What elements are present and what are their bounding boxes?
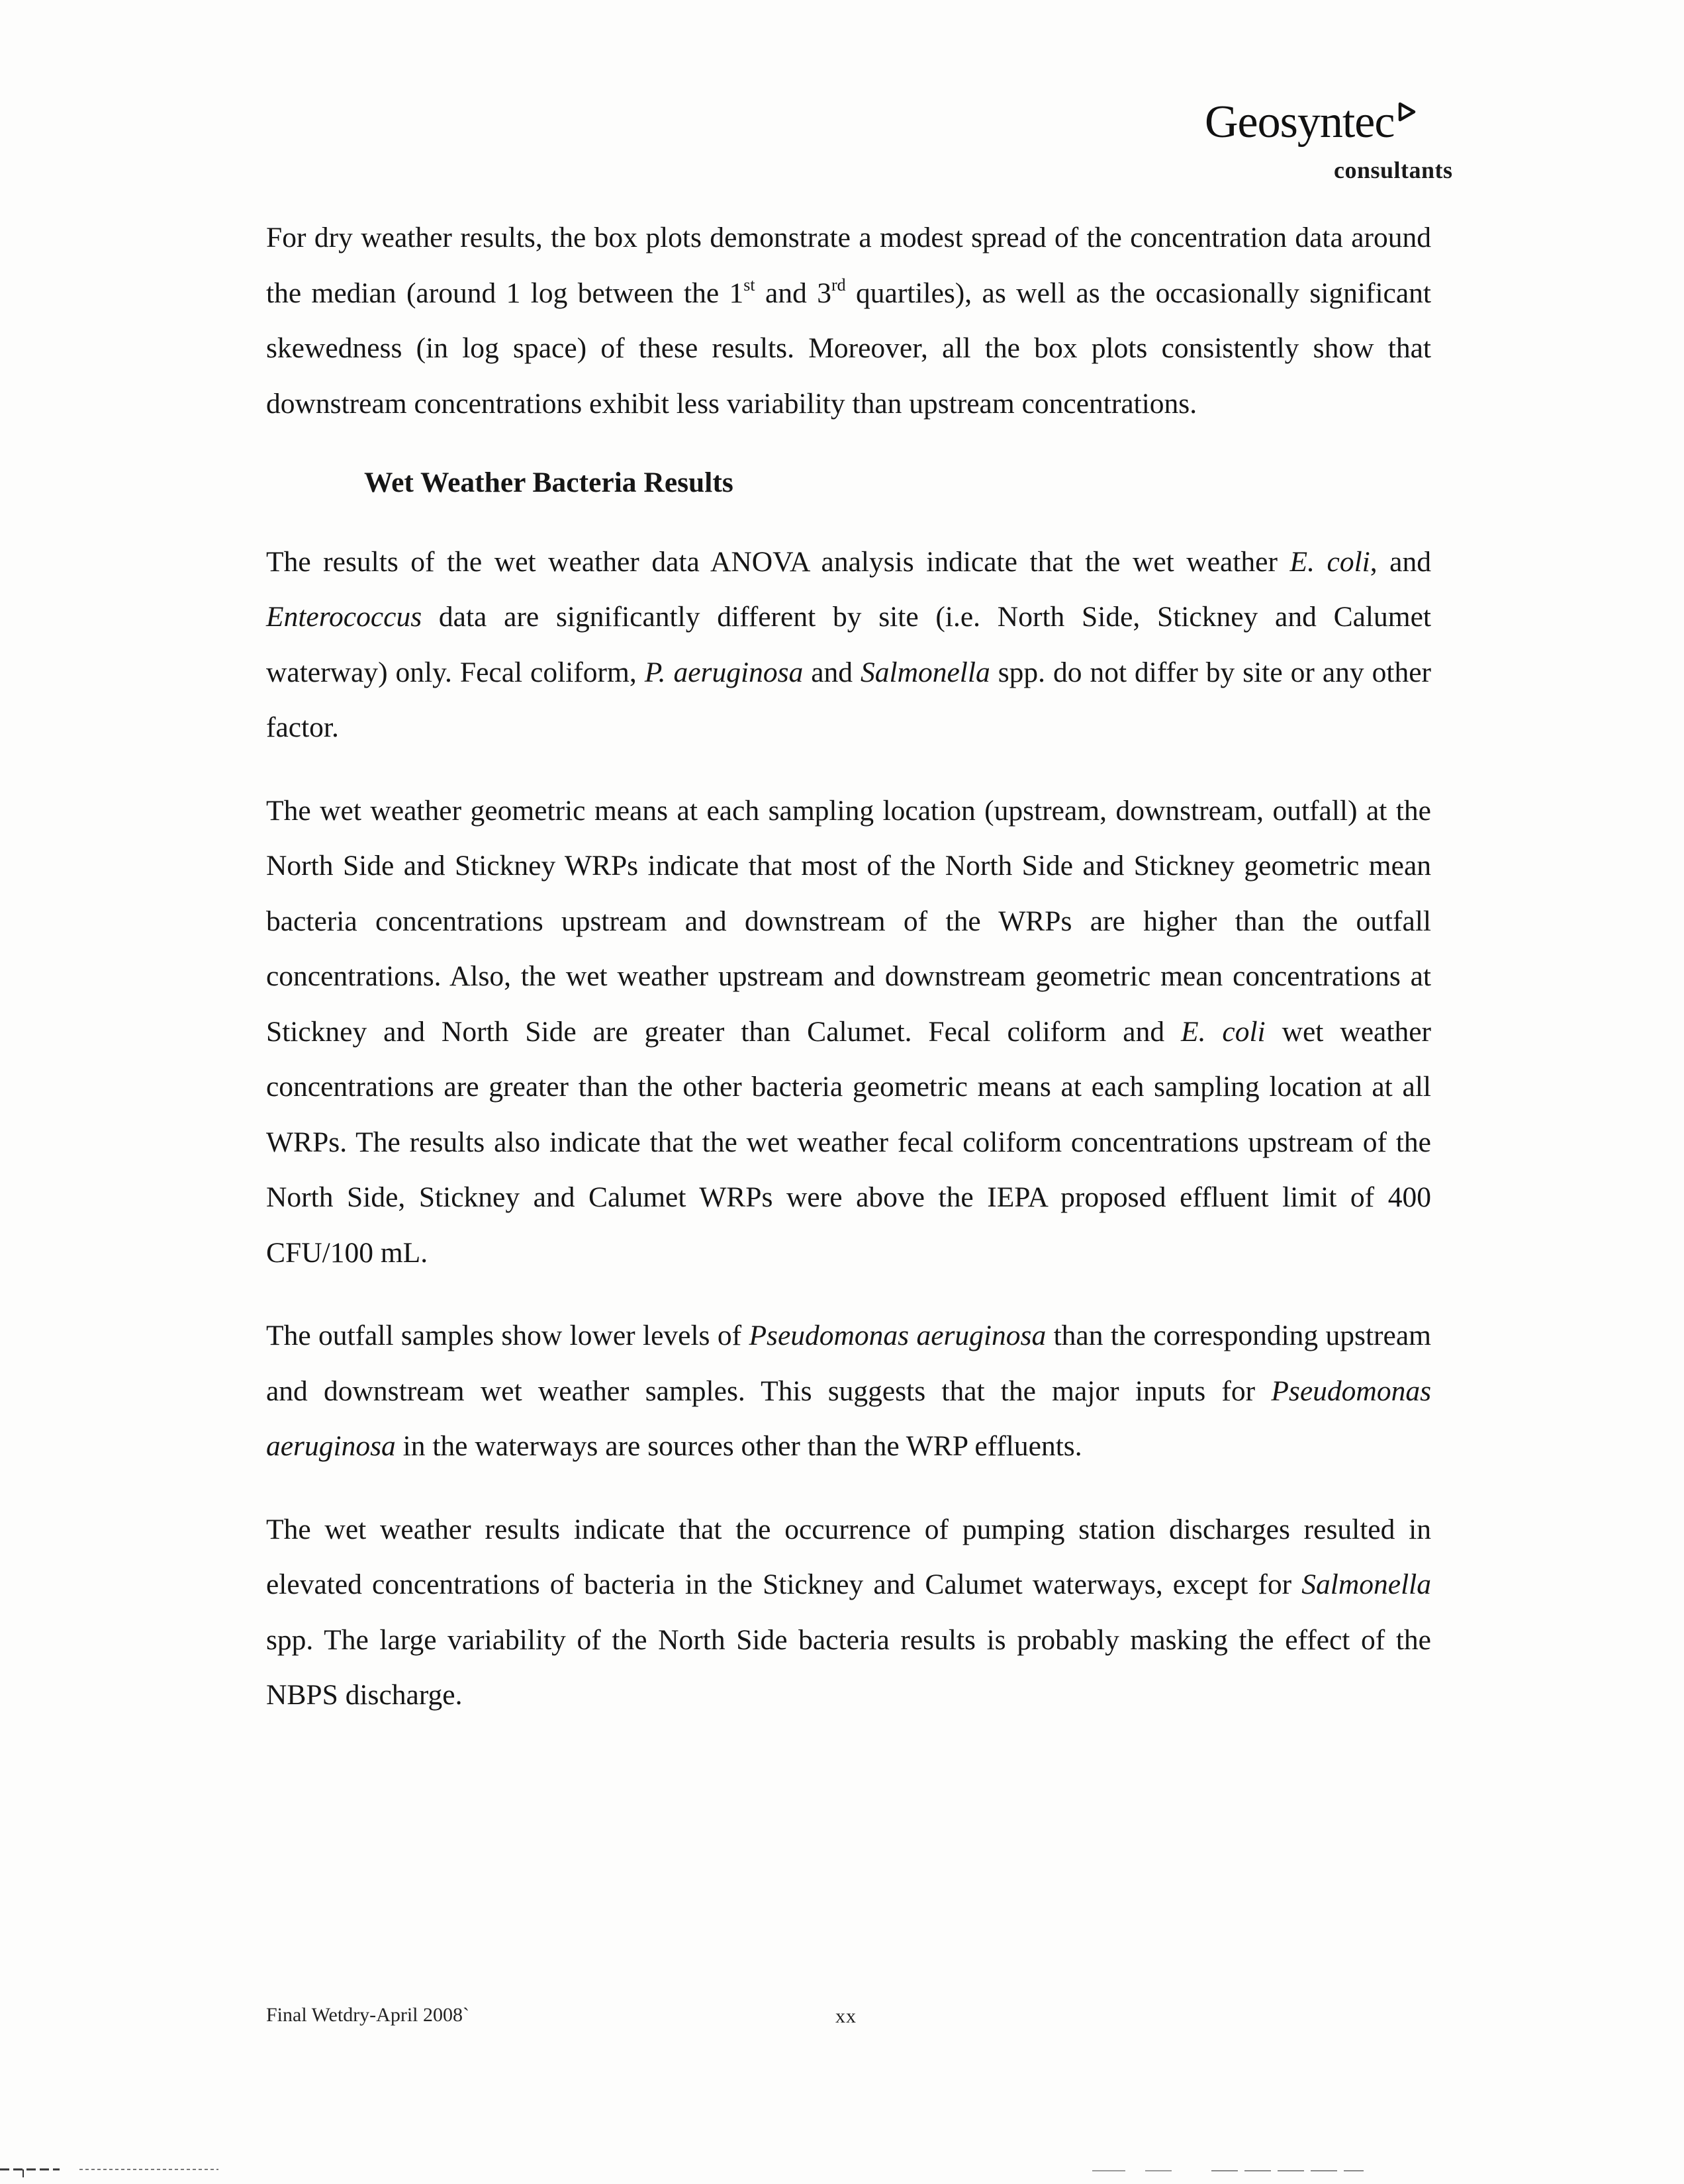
section-heading: Wet Weather Bacteria Results (364, 467, 733, 498)
document-body (266, 210, 1431, 1723)
paragraph-outfall: The outfall samples show lower levels of Pseudomonas aeruginosa than the corresponding upstream and downstream wet weather samples. This suggests that the major inputs for Pseudomonas aeruginosa in the waterways are sources other than the WRP effluents. (266, 1320, 1431, 1462)
logo-tagline: consultants (1334, 157, 1453, 183)
footer-page-number: xx (835, 2005, 857, 2027)
footer-document-id: Final Wetdry-April 2008` (266, 2004, 469, 2026)
scan-artifacts (0, 2151, 1684, 2177)
company-logo (1205, 97, 1483, 183)
paragraph-geometric-means: The wet weather geometric means at each sampling location (upstream, downstream, outfall) at the North Side and Stickney WRPs indicate that most of the North Side and Stickney geometric mean bacteria concentrations upstream and downstream of the WRPs are higher than the outfall concentrations. Also, the wet weather upstream and downstream geometric mean concentrations at Stickney and North Side are greater than Calumet. Fecal coliform and E. coli wet weather concentrations are greater than the other bacteria geometric means at each sampling location at all WRPs. The results also indicate that the wet weather fecal coliform concentrations upstream of the North Side, Stickney and Calumet WRPs were above the IEPA proposed effluent limit of 400 CFU/100 mL. (266, 794, 1431, 1269)
logo-arrow-icon (1397, 102, 1417, 122)
paragraph-pumping-station: The wet weather results indicate that the occurrence of pumping station discharges resulted in elevated concentrations of bacteria in the Stickney and Calumet waterways, except for Salmonella spp. The large variability of the North Side bacteria results is probably masking the effect of the NBPS discharge. (266, 1513, 1431, 1711)
paragraph-anova: The results of the wet weather data ANOVA analysis indicate that the wet weather E. coli, and Enterococcus data are significantly different by site (i.e. North Side, Stickney and Calumet waterway) only. Fecal coliform, P. aeruginosa and Salmonella spp. do not differ by site or any other factor. (266, 545, 1431, 743)
logo-wordmark: Geosyntec (1205, 97, 1395, 148)
paragraph-dry-weather: For dry weather results, the box plots demonstrate a modest spread of the concentration data around the median (around 1 log between the 1st and 3rd quartiles), as well as the occasionally significant skewedness (in log space) of these results. Moreover, all the box plots consistently show that downstream concentrations exhibit less variability than upstream concentrations. (266, 222, 1432, 420)
